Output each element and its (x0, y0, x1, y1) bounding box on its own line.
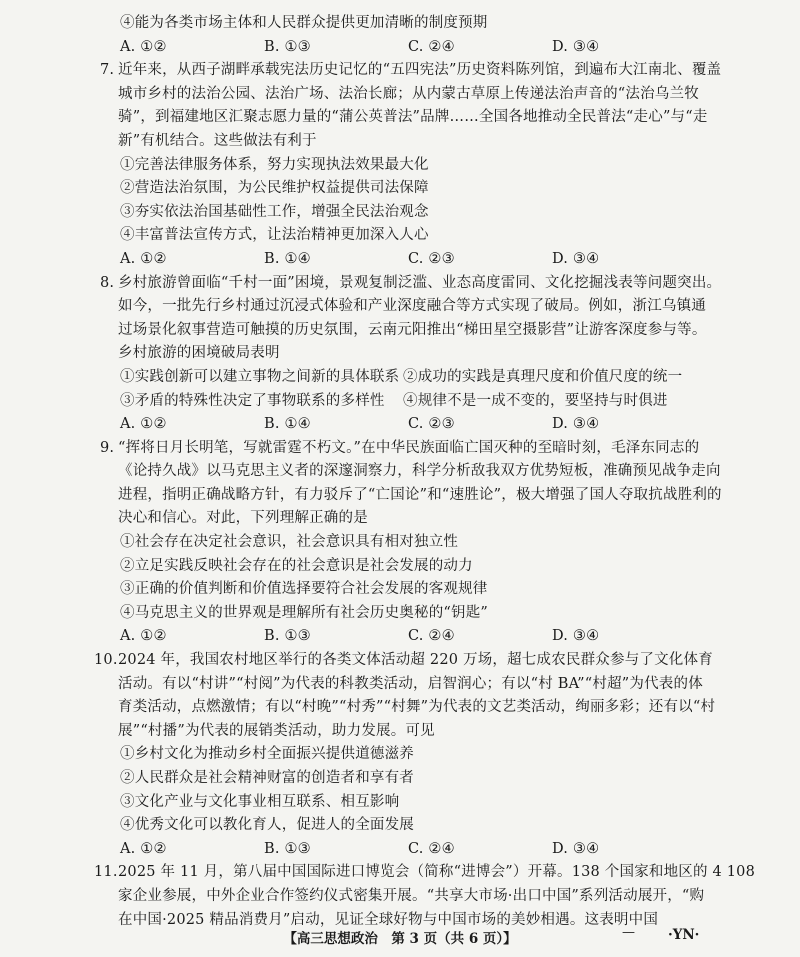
q7-stem-line-2: 城市乡村的法治公园、法治广场、法治长廊；从内蒙古草原上传递法治声音的“法治乌兰牧 (118, 85, 699, 102)
q10-statement-2: ②人民群众是社会精神财富的创造者和享有者 (120, 770, 414, 786)
q6-option-d[interactable]: D. ③④ (552, 38, 600, 55)
q6-options (110, 36, 700, 60)
q9-statement-3: ③正确的价值判断和价值选择要符合社会发展的客观规律 (120, 581, 488, 598)
q7-options (110, 248, 700, 272)
q7-statement-4: ④丰富普法宣传方式，让法治精神更加深入人心 (120, 227, 429, 244)
q9-options (110, 625, 700, 649)
q10-option-b[interactable]: B. ①③ (264, 840, 311, 857)
q6-statement-4: ④能为各类市场主体和人民群众提供更加清晰的制度预期 (120, 15, 488, 31)
q9-option-d[interactable]: D. ③④ (552, 628, 600, 645)
q9-statement-4: ④马克思主义的世界观是理解所有社会历史奥秘的“钥匙” (120, 604, 489, 621)
q10-option-a[interactable]: A. ①② (120, 840, 167, 857)
q10-stem-line-2: 活动。有以“村讲”“村阅”为代表的科教类活动，启智润心；有以“村 BA”“村超”为代表的体 (118, 675, 703, 692)
q10-statement-3: ③文化产业与文化事业相互联系、相互影响 (120, 793, 400, 810)
q6-option-a[interactable]: A. ①② (120, 38, 167, 55)
q9-option-c[interactable]: C. ②④ (408, 628, 455, 645)
q9-number: 9. (100, 439, 115, 456)
q8-stem-line-3: 过场景化叙事营造可触摸的历史氛围，云南元阳推出“梯田星空摄影营”让游客深度参与等。 (118, 321, 707, 338)
q8-option-d[interactable]: D. ③④ (552, 416, 600, 433)
q7-statement-3: ③夯实依法治国基础性工作，增强全民法治观念 (120, 203, 429, 220)
page-footer: 【高三思想政治 第 3 页（共 6 页）】 (283, 931, 517, 947)
question-content (94, 12, 756, 932)
q10-number: 10. (94, 652, 118, 669)
q8-statement-4: ④规律不是一成不变的，要坚持与时俱进 (403, 392, 668, 409)
q7-option-c[interactable]: C. ②③ (408, 250, 455, 267)
q9-stem-line-2: 《论持久战》以马克思主义者的深邃洞察力，科学分析敌我双方优势短板，准确预见战争走向 (118, 463, 721, 480)
q9-stem-line-1: 9. “挥将日月长明笔，写就雷霆不朽文。”在中华民族面临亡国灭种的至暗时刻，毛泽东同志的 (110, 437, 700, 461)
q7-stem-line-1: 7. 近年来，从西子湖畔承载宪法历史记忆的“五四宪法”历史资料陈列馆，到遍布大江南北、覆盖 (110, 59, 700, 83)
q8-number: 8. (100, 274, 115, 291)
q8-option-b[interactable]: B. ①④ (264, 416, 311, 433)
q10-stem-line-4: 展”“村播”为代表的展销类活动，助力发展。可见 (118, 722, 435, 739)
q8-stem-line-2: 如今，一批先行乡村通过沉浸式体验和产业深度融合等方式实现了破局。例如，浙江乌镇通 (118, 298, 706, 315)
q10-option-c[interactable]: C. ②④ (408, 840, 455, 857)
q9-statement-1: ①社会存在决定社会意识，社会意识具有相对独立性 (120, 534, 459, 551)
q7-option-b[interactable]: B. ①④ (264, 250, 311, 267)
q8-statement-2: ②成功的实践是真理尺度和价值尺度的统一 (403, 368, 683, 385)
q7-statement-2: ②营造法治氛围，为公民维护权益提供司法保障 (120, 180, 429, 197)
q9-option-a[interactable]: A. ①② (120, 628, 167, 645)
q11-stem-line-3: 在中国·2025 精品消费月”启动，见证全球好物与中国市场的美妙相遇。这表明中国 (118, 911, 659, 928)
q9-stem-line-3: 进程，指明正确战略方针，有力驳斥了“亡国论”和“速胜论”，极大增强了国人夺取抗战胜利的 (118, 486, 722, 503)
q8-option-c[interactable]: C. ②③ (408, 416, 455, 433)
q6-option-b[interactable]: B. ①③ (264, 38, 311, 55)
q6-option-c[interactable]: C. ②④ (408, 38, 455, 55)
q7-statement-1: ①完善法律服务体系，努力实现执法效果最大化 (120, 156, 429, 173)
q10-option-d[interactable]: D. ③④ (552, 840, 600, 857)
q7-stem-line-3: 骑”，到福建地区汇聚志愿力量的“蒲公英普法”品牌……全国各地推动全民普法“走心”与“走 (118, 109, 708, 126)
q8-stem-line-1: 8. 乡村旅游曾面临“千村一面”困境，景观复制泛滥、业态高度雷同、文化挖掘浅表等问题突出。 (110, 272, 700, 296)
q9-stem-line-4: 决心和信心。对此，下列理解正确的是 (118, 510, 368, 527)
q10-statement-4: ④优秀文化可以教化育人，促进人的全面发展 (120, 817, 414, 834)
footer-dash: — (622, 925, 635, 940)
q9-option-b[interactable]: B. ①③ (264, 628, 311, 645)
q11-number: 11. (94, 864, 118, 881)
q8-statement-3: ③矛盾的特殊性决定了事物联系的多样性 (120, 392, 385, 409)
q8-statement-1: ①实践创新可以建立事物之间新的具体联系 (120, 368, 400, 385)
q7-stem-line-4: 新”有机结合。这些做法有利于 (118, 132, 317, 149)
q10-stem-line-3: 育类活动，点燃激情；有以“村晚”“村秀”“村舞”为代表的文艺类活动，绚丽多彩；还有以“村 (118, 699, 716, 716)
q10-statement-1: ①乡村文化为推动乡村全面振兴提供道德滋养 (120, 746, 414, 763)
q7-number: 7. (100, 62, 115, 79)
q7-option-d[interactable]: D. ③④ (552, 250, 600, 267)
q11-stem-line-2: 家企业参展，中外企业合作签约仪式密集开展。“共享大市场·出口中国”系列活动展开，“购 (118, 887, 705, 904)
q8-option-a[interactable]: A. ①② (120, 416, 167, 433)
q9-statement-2: ②立足实践反映社会存在的社会意识是社会发展的动力 (120, 557, 473, 574)
q8-statements-row-1 (110, 366, 700, 390)
region-code: ·YN· (668, 927, 700, 943)
q10-stem-line-1: 10. 2024 年，我国农村地区举行的各类文体活动超 220 万场，超七成农民群众参与了文化体育 (110, 649, 700, 673)
q8-statements-row-2 (110, 390, 700, 414)
q8-stem-line-4: 乡村旅游的困境破局表明 (118, 345, 280, 362)
q8-options (110, 413, 700, 437)
q7-option-a[interactable]: A. ①② (120, 250, 167, 267)
q10-options (110, 838, 700, 862)
q11-stem-line-1: 11. 2025 年 11 月，第八届中国国际进口博览会（简称“进博会”）开幕。138 个国家和地区的 4 108 (110, 861, 700, 885)
